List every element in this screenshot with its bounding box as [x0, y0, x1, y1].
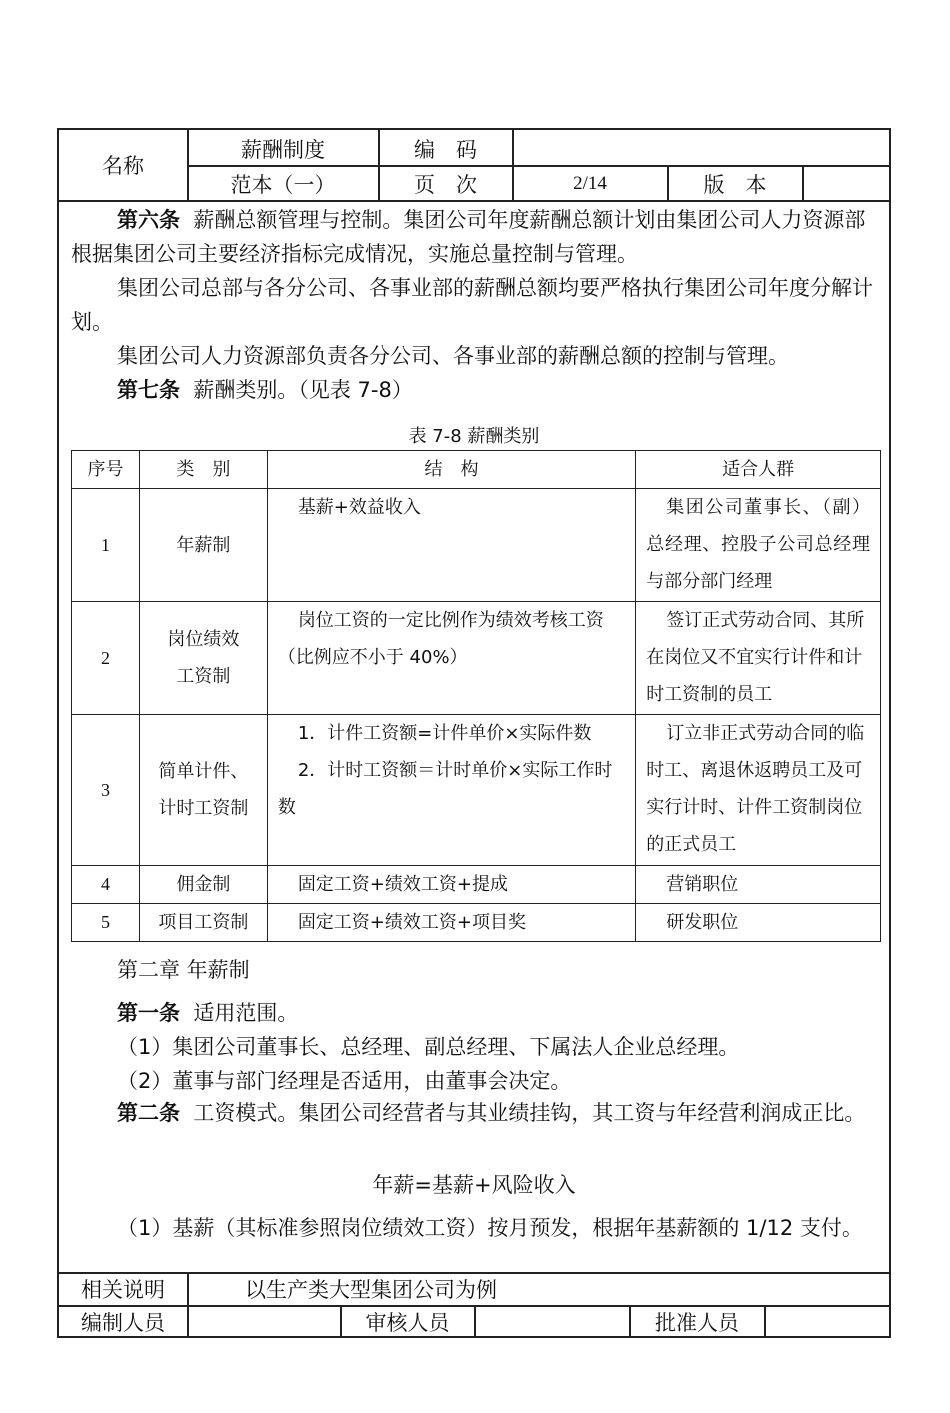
- structure-line-2: 2．计时工资额＝计时单价×实际工作时数: [277, 760, 613, 818]
- code-label: 编 码: [414, 137, 477, 162]
- row-people: 订立非正式劳动合同的临时工、离退休返聘员工及可实行计时、计件工资制岗位的正式员工: [636, 715, 881, 866]
- row-structure: 固定工资+绩效工资+提成: [267, 866, 635, 904]
- row-no: 4: [72, 866, 140, 904]
- article-6-paragraph-2: 集团公司总部与各分公司、各事业部的薪酬总额均要严格执行集团公司年度分解计划。: [71, 276, 873, 334]
- chapter-2-title: 第二章 年薪制: [117, 958, 250, 982]
- doc-name-line2: 范本（一）: [230, 172, 336, 197]
- page-label: 页 次: [414, 172, 477, 197]
- table-row: [72, 602, 881, 715]
- approver-value: [765, 1306, 889, 1338]
- table-row: [72, 489, 881, 602]
- article-6-text: 薪酬总额管理与控制。集团公司年度薪酬总额计划由集团公司人力资源部根据集团公司主要经济指标完成情况，实施总量控制与管理。: [71, 208, 866, 266]
- chapter-2-article-1-heading: 第一条: [117, 1001, 180, 1025]
- version-label: 版 本: [703, 172, 767, 197]
- row-structure: [267, 715, 635, 866]
- table-row: [72, 904, 881, 942]
- article-1-item-2: （2）董事与部门经理是否适用，由董事会决定。: [117, 1069, 572, 1093]
- row-structure: 基薪+效益收入: [267, 489, 635, 602]
- related-label: 相关说明: [81, 1278, 165, 1302]
- col-header-structure: 结 构: [267, 451, 635, 489]
- row-no: 2: [72, 602, 140, 715]
- approver-label: 批准人员: [655, 1311, 739, 1335]
- row-structure: 岗位工资的一定比例作为绩效考核工资（比例应不小于 40%）: [267, 602, 635, 715]
- col-header-people: 适合人群: [636, 451, 881, 489]
- row-people: 研发职位: [636, 904, 881, 942]
- chapter-2-article-1-text: 适用范围。: [193, 1001, 299, 1025]
- salary-type-table: [71, 450, 881, 942]
- chapter-2-article-1: [71, 996, 879, 1030]
- document-header: [59, 130, 889, 200]
- author-label: 编制人员: [81, 1311, 165, 1335]
- chapter-2-article-2-text: 工资模式。集团公司经营者与其业绩挂钩，其工资与年经营利润成正比。: [193, 1101, 866, 1125]
- page-number: 2/14: [573, 172, 607, 194]
- document-frame: [57, 128, 891, 1338]
- row-structure: 固定工资+绩效工资+项目奖: [267, 904, 635, 942]
- doc-name-line1: 薪酬制度: [241, 137, 325, 162]
- col-header-type: 类 别: [139, 451, 267, 489]
- row-type: 年薪制: [139, 489, 267, 602]
- table-caption: 表 7-8 薪酬类别: [408, 426, 540, 447]
- col-header-no: 序号: [72, 451, 140, 489]
- code-value: [513, 132, 889, 165]
- row-people: 集团公司董事长、（副）总经理、控股子公司总经理与部分部门经理: [636, 489, 881, 602]
- author-value: [188, 1306, 340, 1338]
- row-people: 营销职位: [636, 866, 881, 904]
- table-header-row: [72, 451, 881, 489]
- row-no: 1: [72, 489, 140, 602]
- row-type: 佣金制: [139, 866, 267, 904]
- row-no: 3: [72, 715, 140, 866]
- reviewer-value: [475, 1306, 629, 1338]
- article-6: [71, 203, 879, 271]
- table-row: [72, 866, 881, 904]
- base-salary-item: （1）基薪（其标准参照岗位绩效工资）按月预发，根据年基薪额的 1/12 支付。: [117, 1216, 863, 1240]
- article-7: [71, 373, 879, 407]
- salary-formula: 年薪=基薪+风险收入: [372, 1173, 576, 1197]
- chapter-2-article-2-heading: 第二条: [117, 1101, 180, 1125]
- row-no: 5: [72, 904, 140, 942]
- reviewer-label: 审核人员: [365, 1311, 450, 1335]
- row-type: 项目工资制: [139, 904, 267, 942]
- article-6-heading: 第六条: [117, 208, 180, 232]
- row-type: 岗位绩效工资制: [139, 602, 267, 715]
- related-value: 以生产类大型集团公司为例: [245, 1278, 497, 1302]
- structure-line-1: 1．计件工资额=计件单价×实际件数: [297, 723, 592, 744]
- version-value: [803, 167, 889, 200]
- row-type: 简单计件、计时工资制: [139, 715, 267, 866]
- article-1-item-1: （1）集团公司董事长、总经理、副总经理、下属法人企业总经理。: [117, 1035, 740, 1059]
- article-6-paragraph-3: 集团公司人力资源部负责各分公司、各事业部的薪酬总额的控制与管理。: [117, 344, 789, 368]
- name-label: 名称: [102, 154, 144, 178]
- document-footer: [59, 1272, 889, 1336]
- article-7-text: 薪酬类别。（见表 7-8）: [193, 378, 413, 402]
- chapter-2-article-2: [71, 1096, 879, 1130]
- row-people: 签订正式劳动合同、其所在岗位又不宜实行计件和计时工资制的员工: [636, 602, 881, 715]
- article-7-heading: 第七条: [117, 378, 180, 402]
- table-row: [72, 715, 881, 866]
